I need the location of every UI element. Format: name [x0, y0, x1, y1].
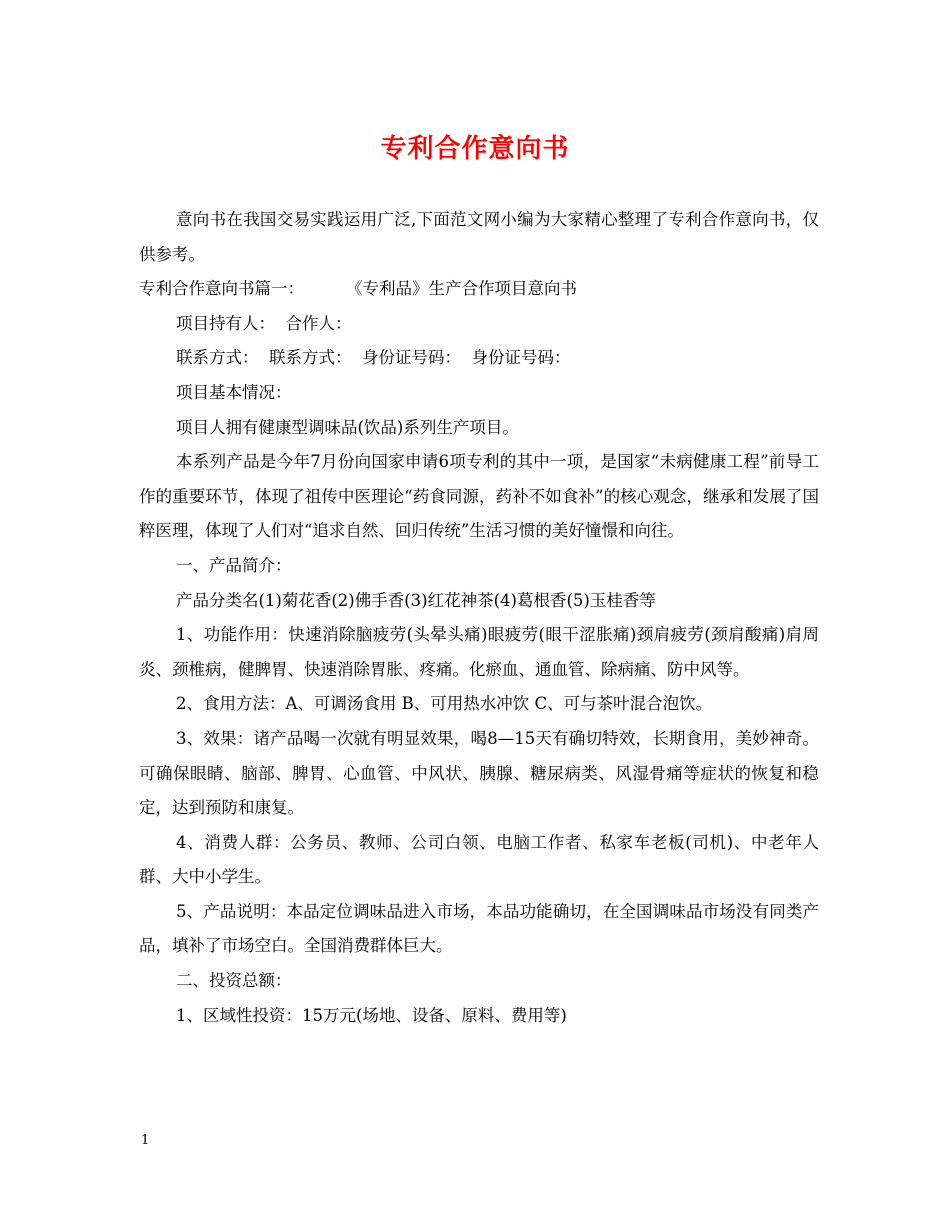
paragraph-consumers: 4、消费人群：公务员、教师、公司白领、电脑工作者、私家车老板(司机)、中老年人群、大中小学生。 — [139, 832, 819, 887]
paragraph-project-parties: 项目持有人： 合作人： — [176, 313, 352, 333]
paragraph-function: 1、功能作用：快速消除脑疲劳(头晕头痛)眼疲劳(眼干涩胀痛)颈肩疲劳(颈肩酸痛)肩周炎、颈椎病，健脾胃、快速消除胃胀、疼痛。化瘀血、通血管、除病痛、防中风等。 — [139, 625, 819, 679]
paragraph-product-description: 5、产品说明：本品定位调味品进入市场，本品功能确切，在全国调味品市场没有同类产品，填补了市场空白。全国消费群体巨大。 — [139, 901, 819, 956]
paragraph-usage: 2、食用方法：A、可调汤食用 B、可用热水冲饮 C、可与茶叶混合泡饮。 — [176, 694, 713, 714]
paragraph-intro: 意向书在我国交易实践运用广泛,下面范文网小编为大家精心整理了专利合作意向书，仅供参考。 — [139, 210, 819, 264]
paragraph-section-heading: 专利合作意向书篇一： 《专利品》生产合作项目意向书 — [139, 279, 577, 299]
document-title: 专利合作意向书 — [380, 134, 570, 164]
paragraph-regional-investment: 1、区域性投资：15万元(场地、设备、原料、费用等) — [176, 1005, 567, 1025]
paragraph-project-owner: 项目人拥有健康型调味品(饮品)系列生产项目。 — [176, 417, 519, 437]
paragraph-effect: 3、效果：诸产品喝一次就有明显效果，喝8—15天有确切特效，长期食用，美妙神奇。可确保眼睛、脑部、脾胃、心血管、中风状、胰腺、糖尿病类、风湿骨痛等症状的恢复和稳定，达到预防和康复。 — [139, 728, 819, 818]
paragraph-investment-heading: 二、投资总额： — [176, 971, 292, 991]
paragraph-basic-info-heading: 项目基本情况： — [176, 382, 292, 402]
document-body — [139, 203, 819, 1033]
paragraph-product-categories: 产品分类名(1)菊花香(2)佛手香(3)红花神茶(4)葛根香(5)玉桂香等 — [176, 590, 656, 610]
paragraph-product-intro-heading: 一、产品简介： — [176, 555, 292, 575]
paragraph-product-series: 本系列产品是今年7月份向国家申请6项专利的其中一项，是国家“未病健康工程”前导工作的重要环节，体现了祖传中医理论“药食同源，药补不如食补”的核心观念，继承和发展了国粹医理，体现了人们对“追求自然、回归传统”生活习惯的美好憧憬和向往。 — [139, 452, 819, 541]
paragraph-contact-info: 联系方式： 联系方式： 身份证号码： 身份证号码： — [176, 348, 571, 368]
page-number: 1 — [141, 1133, 150, 1148]
